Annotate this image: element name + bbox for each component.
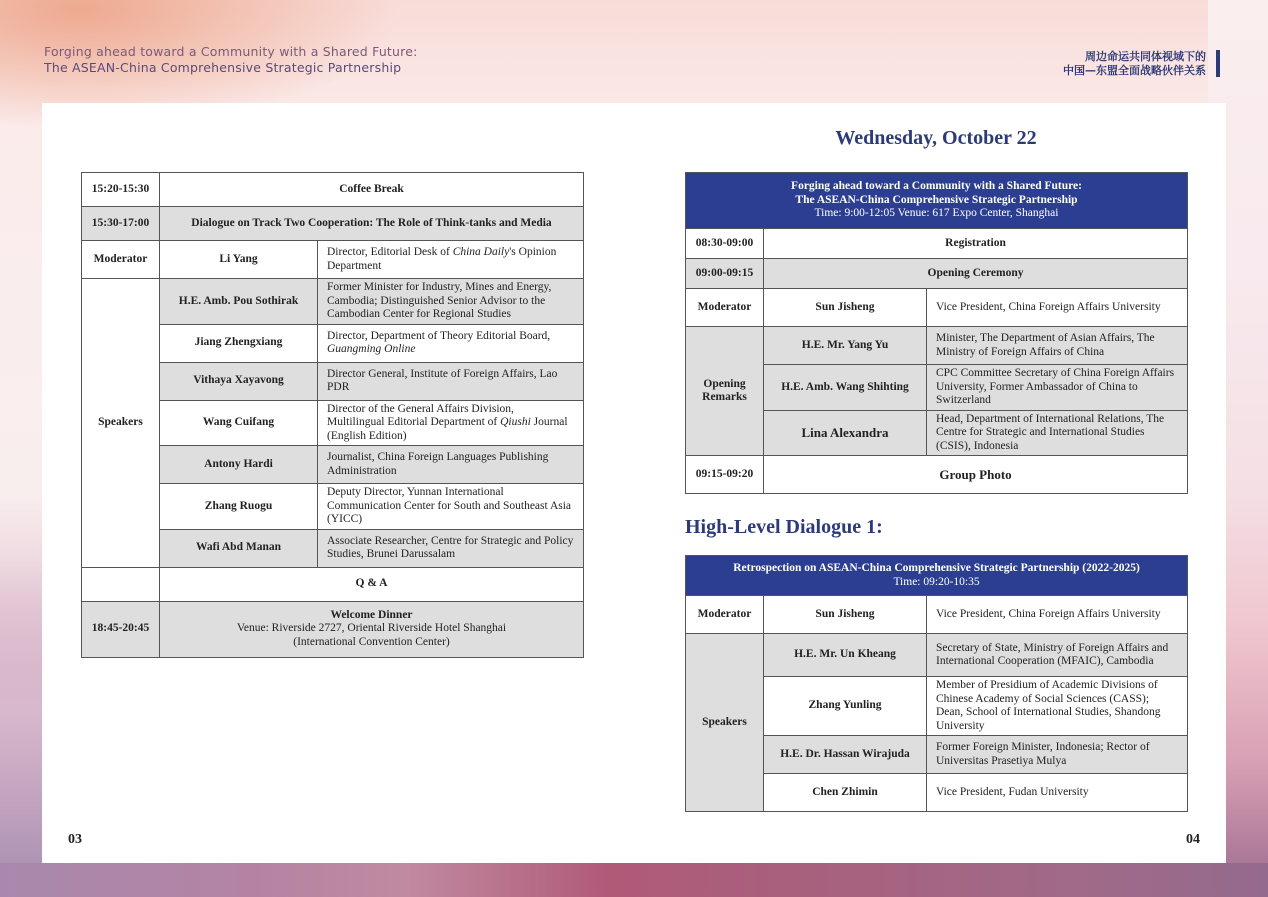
person-name: Lina Alexandra — [764, 410, 927, 456]
header-title-line2: The ASEAN-China Comprehensive Strategic Partnership — [44, 60, 402, 75]
publication-name: Guangming Online — [327, 343, 416, 355]
banner-time: Time: 09:20-10:35 — [893, 575, 980, 588]
session-title: Opening Ceremony — [764, 259, 1188, 289]
person-name: Sun Jisheng — [764, 289, 927, 327]
affiliation-text: Journal (English Edition) — [327, 416, 568, 442]
session-title: Dialogue on Track Two Cooperation: The Role of Think-tanks and Media — [160, 207, 584, 241]
opening-schedule-table — [685, 172, 1188, 494]
table-row — [686, 259, 1188, 289]
time-cell: 08:30-09:00 — [686, 229, 764, 259]
person-name: H.E. Dr. Hassan Wirajuda — [764, 736, 927, 774]
document-spread — [42, 103, 1226, 863]
table-row — [686, 327, 1188, 365]
banner-time-venue: Time: 9:00-12:05 Venue: 617 Expo Center, Shanghai — [814, 207, 1059, 220]
person-name: Vithaya Xayavong — [160, 362, 318, 400]
person-affiliation: Minister, The Department of Asian Affairs, The Ministry of Foreign Affairs of China — [927, 327, 1188, 365]
person-name: Wafi Abd Manan — [160, 529, 318, 567]
person-name: Li Yang — [160, 241, 318, 279]
person-name: Wang Cuifang — [160, 400, 318, 446]
affiliation-text: 's Opinion Department — [327, 246, 557, 272]
table-row — [686, 289, 1188, 327]
person-affiliation — [318, 241, 584, 279]
session-banner — [686, 173, 1188, 229]
table-row — [686, 456, 1188, 494]
person-affiliation: Associate Researcher, Centre for Strategic and Policy Studies, Brunei Darussalam — [318, 529, 584, 567]
session-banner — [686, 556, 1188, 596]
affiliation-text: Director, Department of Theory Editorial Board, — [327, 329, 551, 342]
venue-text: Venue: Riverside 2727, Oriental Riverside Hotel Shanghai — [236, 622, 507, 635]
section-title: High-Level Dialogue 1: — [685, 516, 883, 538]
left-schedule-table — [81, 172, 584, 658]
session-title: Q & A — [160, 567, 584, 601]
person-name: H.E. Amb. Pou Sothirak — [160, 279, 318, 325]
role-cell: Speakers — [82, 279, 160, 568]
table-row — [686, 634, 1188, 677]
day-title: Wednesday, October 22 — [835, 127, 1037, 149]
person-affiliation: Journalist, China Foreign Languages Publishing Administration — [318, 446, 584, 484]
venue-text: (International Convention Center) — [293, 635, 450, 648]
table-row — [82, 567, 584, 601]
person-affiliation: Secretary of State, Ministry of Foreign Affairs and International Cooperation (MFAIC), Cambodia — [927, 634, 1188, 677]
person-name: Antony Hardi — [160, 446, 318, 484]
session-title: Registration — [764, 229, 1188, 259]
person-affiliation: Deputy Director, Yunnan International Communication Center for South and Southeast Asia (YICC) — [318, 484, 584, 530]
background-left-gradient — [0, 560, 42, 897]
person-affiliation: Vice President, Fudan University — [927, 774, 1188, 812]
time-cell: 09:15-09:20 — [686, 456, 764, 494]
affiliation-text: Director, Editorial Desk of — [327, 246, 453, 258]
table-row — [82, 241, 584, 279]
running-header-english — [44, 44, 418, 76]
role-cell: Opening Remarks — [686, 327, 764, 456]
person-name: H.E. Mr. Un Kheang — [764, 634, 927, 677]
person-affiliation: Former Minister for Industry, Mines and Energy, Cambodia; Distinguished Senior Advisor to the Cambodian Center for Regional Studies — [318, 279, 584, 325]
table-row — [82, 207, 584, 241]
session-title: Group Photo — [764, 456, 1188, 494]
person-name: Zhang Ruogu — [160, 484, 318, 530]
table-row — [686, 596, 1188, 634]
person-name: Jiang Zhengxiang — [160, 324, 318, 362]
person-affiliation — [318, 324, 584, 362]
banner-title: Retrospection on ASEAN-China Comprehensive Strategic Partnership (2022-2025) — [733, 562, 1140, 574]
person-affiliation: Vice President, China Foreign Affairs University — [927, 596, 1188, 634]
session-title: Coffee Break — [160, 173, 584, 207]
table-row — [82, 601, 584, 657]
role-cell: Moderator — [686, 289, 764, 327]
person-name: Chen Zhimin — [764, 774, 927, 812]
person-name: H.E. Mr. Yang Yu — [764, 327, 927, 365]
person-affiliation: Member of Presidium of Academic Divisions of Chinese Academy of Social Sciences (CASS); Dean, School of International Studies, Shandong University — [927, 677, 1188, 736]
publication-name: Qiushi — [500, 416, 531, 428]
time-cell — [82, 567, 160, 601]
session-details — [160, 601, 584, 657]
dialogue-schedule-table — [685, 555, 1188, 812]
time-cell: 15:20-15:30 — [82, 173, 160, 207]
header-cn-line2: 中国—东盟全面战略伙伴关系 — [1063, 64, 1206, 77]
role-cell: Moderator — [82, 241, 160, 279]
time-cell: 18:45-20:45 — [82, 601, 160, 657]
role-cell: Moderator — [686, 596, 764, 634]
table-banner-row — [686, 173, 1188, 229]
time-cell: 15:30-17:00 — [82, 207, 160, 241]
person-name: H.E. Amb. Wang Shihting — [764, 365, 927, 411]
page-number-left: 03 — [68, 832, 82, 847]
page-number-right: 04 — [1186, 832, 1200, 847]
table-banner-row — [686, 556, 1188, 596]
session-title: Welcome Dinner — [330, 608, 413, 621]
banner-title: The ASEAN-China Comprehensive Strategic Partnership — [795, 193, 1078, 206]
role-cell: Speakers — [686, 634, 764, 812]
banner-title: Forging ahead toward a Community with a Shared Future: — [791, 180, 1082, 193]
publication-name: China Daily — [452, 246, 510, 258]
time-cell: 09:00-09:15 — [686, 259, 764, 289]
person-affiliation: Head, Department of International Relations, The Centre for Strategic and International Studies (CSIS), Indonesia — [927, 410, 1188, 456]
header-title-line1: Forging ahead toward a Community with a Shared Future: — [44, 44, 418, 59]
person-affiliation: Director General, Institute of Foreign Affairs, Lao PDR — [318, 362, 584, 400]
person-affiliation: Former Foreign Minister, Indonesia; Rector of Universitas Prasetiya Mulya — [927, 736, 1188, 774]
header-cn-line1: 周边命运共同体视域下的 — [1085, 50, 1206, 63]
person-name: Sun Jisheng — [764, 596, 927, 634]
background-bottom-band — [0, 863, 1268, 897]
table-row — [82, 279, 584, 325]
person-name: Zhang Yunling — [764, 677, 927, 736]
running-header-chinese — [1063, 50, 1206, 78]
person-affiliation: CPC Committee Secretary of China Foreign Affairs University, Former Ambassador of China to Switzerland — [927, 365, 1188, 411]
header-accent-bar — [1216, 50, 1220, 77]
affiliation-text: Director of the General Affairs Division, Multilingual Editorial Department of — [327, 402, 514, 428]
person-affiliation — [318, 400, 584, 446]
table-row — [686, 229, 1188, 259]
table-row — [82, 173, 584, 207]
person-affiliation: Vice President, China Foreign Affairs University — [927, 289, 1188, 327]
